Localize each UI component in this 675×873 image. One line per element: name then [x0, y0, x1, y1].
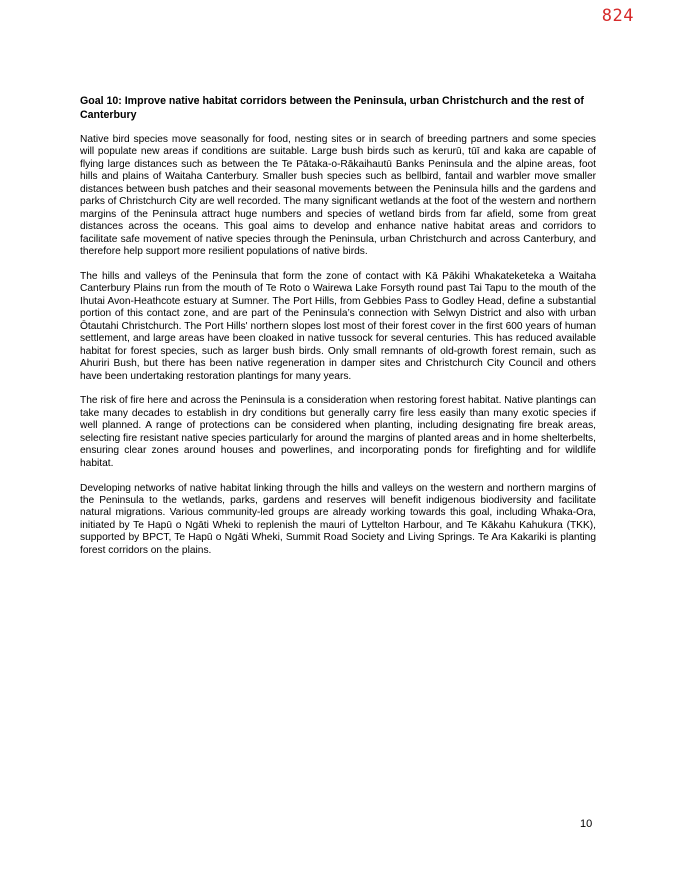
paragraph-habitat-networks: Developing networks of native habitat linking through the hills and valleys on the western and northern margins of the Peninsula to the wetlands, parks, gardens and reserves will benefit indigenous biodiversity and facilitate natural migrations. Various community-led groups are already working towards this goal, including Whaka-Ora, initiated by Te Hapū o Ngāti Wheki to replenish the mauri of Lyttelton Harbour, and Te Kākahu Kahukura (TKK), supported by BPCT, Te Hapū o Ngāti Wheki, Summit Road Society and Living Springs. Te Ara Kakariki is planting forest corridors on the plains.	[80, 482, 596, 556]
paragraph-hills-valleys: The hills and valleys of the Peninsula that form the zone of contact with Kā Pākihi Whakateketeka a Waitaha Canterbury Plains run from the mouth of Te Roto o Wairewa Lake Forsyth round past Tai Tapu to the mouth of the Ihutai Avon-Heathcote estuary at Sumner. The Port Hills, from Gebbies Pass to Godley Head, define a substantial portion of this contact zone, and are part of the Peninsula’s connection with Selwyn District and also with urban Ōtautahi Christchurch. The Port Hills' northern slopes lost most of their forest cover in the first 600 years of human settlement, and large areas have been cloaked in native tussock for several centuries. This has reduced available habitat for forest species, such as larger bush birds. Only small remnants of old-growth forest remain, such as Ahuriri Bush, but there has been native regeneration in damper sites and Christchurch City Council and others have been undertaking restoration plantings for many years.	[80, 270, 596, 382]
document-body	[80, 94, 596, 570]
paragraph-fire-risk: The risk of fire here and across the Peninsula is a consideration when restoring forest habitat. Native plantings can take many decades to establish in dry conditions but generally carry fire less easily than many exotic species if well planned. A range of protections can be considered when planting, including designating fire break areas, selecting fire resistant native species particularly for around the margins of planted areas and in home shelterbelts, ensuring clear zones around houses and powerlines, and incorporating ponds for firefighting and for wildlife habitat.	[80, 395, 596, 469]
page-number: 10	[580, 818, 593, 830]
paragraph-bird-movement: Native bird species move seasonally for food, nesting sites or in search of breeding partners and some species will populate new areas if conditions are suitable. Large bush birds such as kerurū, tūī and kaka are capable of flying large distances such as between the Te Pātaka-o-Rākaihautū Banks Peninsula and the alpine areas, foot hills and plains of Waitaha Canterbury. Smaller bush species such as bellbird, fantail and warbler move smaller distances between bush patches and their seasonal movements between the Peninsula hills and the gardens and parks of Christchurch City are well recorded. The many significant wetlands at the foot of the western and northern margins of the Peninsula attract huge numbers and species of wetland birds from far afield, some from great distances across the oceans. This goal aims to develop and enhance native habitat areas and corridors to facilitate safe movement of native species through the Peninsula, urban Christchurch and across Canterbury, and therefore help support more resilient populations of native birds.	[80, 134, 596, 258]
page-stamp-number: 824	[601, 6, 634, 26]
goal-heading: Goal 10: Improve native habitat corridors between the Peninsula, urban Christchurch and the rest of Canterbury	[80, 95, 584, 121]
